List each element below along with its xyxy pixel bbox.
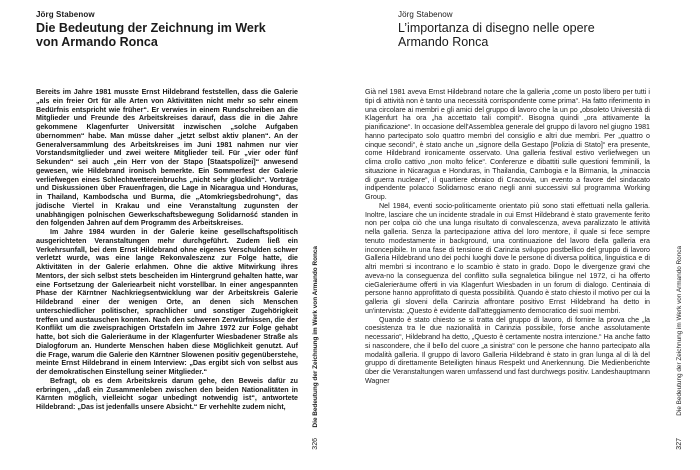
paragraph-1: Bereits im Jahre 1981 musste Ernst Hildebrand feststellen, dass die Galerie „als ein freier Ort für alle Arten von Aktivitäten nicht mehr so sehr einem Bedürfnis entspricht wie früher“. Er verwies in einem Rundschreiben an die Mitglieder und Freunde des Arbeitskreises darauf, dass die in die Jahre gekommene Klagenfurter Universität inzwischen „solche Aufgaben übernommen“ habe. Man müsse daher „jetzt selbst aktiv planen“. An der Generalversammlung des Arbeitskreises im Juni 1981 nahmen nur vier Vorstandsmitglieder und zwei weitere Mitglieder teil. Für „vier oder fünf Sekunden“ sei auch „ein Herr von der Stapo [Staatspolizei]“ anwesend gewesen, wie Hildebrand ironisch bemerkte. Ein Sommerfest der Galerie verliefwegen eines Schlechtwettereinbruchs „nicht sehr glücklich“. Vorträge und Diskussionen über Frauenfragen, die Lage in Nicaragua und Honduras, in Thailand, Kambodscha und Burma, die „Atomkriegsbedrohung“, das jüdische Viertel in Krakau und eine Veranstaltung zugunsten der unabhängigen polnischen Gewerkschaftsbewegung Solidarność standen in den folgenden Jahren auf dem Programm des Arbeitskreises. xyxy=(36,88,298,228)
page-number: 326 xyxy=(312,438,319,450)
title-line-1: Die Bedeutung der Zeichnung im Werk xyxy=(36,21,266,35)
author-name: Jörg Stabenow xyxy=(36,10,95,19)
title-line-2: von Armando Ronca xyxy=(36,35,158,49)
paragraph-2: Nel 1984, eventi socio-politicamente orientato più sono stati effettuati nella galleria. Inoltre, lasciare che un incidente stradale in cui Ernst Hildebrand è stato gravemente ferito non per colpa ciò che una lunga risultato di convalescenza, aveva paralizzato le attività nella galleria. Senza la partecipazione attiva del loro mentore, il quale si fece sempre tenuto modestamente in background, una continuazione del lavoro della galleria era inconcepibile. In una fase di tensione di Carinzia sviluppo postbellico del gruppo di lavoro Galleria Hildebrand uno dei pochi luoghi dove le persone di diversa politica, linguistica e di altri membri si incontrano e lo scambio è stato in grado. Dopo le divergenze gravi che aveva-no la conseguenza del conflitto sulla segnaletica bilingue nel 1972, ci ha offerto cieGalerieräume offerti in via Klagenfurt Wiesbaden in un forum di dialogo. Centinaia di persone hanno approfittato di questa possibilità. Quando è stato chiesto il motivo per cui la galleria gli sloveni della Carinzia affrontare positivo Ernst Hildebrand ha detto in un'intervista: „Questo è evidente dall'atteggiamento democratico dei suoi membri. xyxy=(365,201,650,315)
paragraph-3: Befragt, ob es dem Arbeitskreis darum gehe, den Beweis dafür zu erbringen, „daß ein Zusammenleben zwischen den beiden Nationalitäten in Kärnten möglich, vielleicht sogar unbedingt notwendig ist“, antwortete Hildebrand: „Das ist jedenfalls unsere Absicht.“ Er verhehlte zudem nicht, xyxy=(36,376,298,411)
title-line-2: Armando Ronca xyxy=(398,35,489,49)
page-number: 327 xyxy=(676,438,683,450)
paragraph-3: Quando è stato chiesto se si tratta del gruppo di lavoro, di fornire la prova che „la coesistenza tra le due nazionalità in Carinzia possibile, forse anche assolutamente necessario“, Hildebrand ha detto, „Questo è certamente nostra intenzione.“ Ha anche fatto si nascondere, che il bello del cuore „a sinistra“ con le persone che hanno partecipato alla modalità galleria. Il gruppo di lavoro Galleria Hildebrand è stato in gran lunga al di là del gruppo di direttamente Beteiligten hinaus Respekt und Anerkennung. Die Medienberichte über die Veranstaltungen waren umfassend und fast durchwegs positiv. Landeshauptmann Wagner xyxy=(365,315,650,385)
author-name: Jörg Stabenow xyxy=(398,10,453,19)
body-text xyxy=(365,88,650,386)
title-line-1: L’importanza di disegno nelle opere xyxy=(398,21,595,35)
page-title xyxy=(36,21,266,49)
running-head: Die Bedeutung der Zeichnung im Werk von Armando Ronca xyxy=(312,246,319,428)
paragraph-2: Im Jahre 1984 wurden in der Galerie keine gesellschaftspolitisch ausgerichteten Veranstaltungen mehr durchgeführt. Zudem ließ ein Verkehrsunfall, bei dem Ernst Hildebrand ohne eigenes Verschulden schwer verletzt wurde, was eine lange Rekonvaleszenz zur Folge hatte, die Aktivitäten in der Galerie erlahmen. Ohne die aktive Mitwirkung ihres Mentors, der sich selbst stets bescheiden im Hintergrund gehalten hatte, war eine Fortsetzung der Galeriearbeit nicht vorstellbar. In einer angespannten Phase der Kärntner Nachkriegsentwicklung war der Arbeitskreis Galerie Hildebrand einer der wenigen Orte, an denen sich Menschen unterschiedlicher politischer, sprachlicher und sonstiger Zugehörigkeit treffen und austauschen konnten. Nach den schweren Zerwürfnissen, die der Konflikt um die zweisprachigen Ortstafeln im Jahre 1972 zur Folge gehabt hatte, bot sich die Galerieräume in der Klagenfurter Wiesbadener Straße als Dialogforum an. Hunderte Menschen haben diese Möglichkeit genutzt. Auf die Frage, warum die Galerie den Kärntner Slowenen positiv gegenüberstehe, meinte Ernst Hildebrand in einem Interview: „Das ergibt sich von selbst aus der demokratischen Einstellung seiner Mitglieder.“ xyxy=(36,228,298,376)
body-text xyxy=(36,88,298,412)
right-page xyxy=(350,0,700,470)
running-head: Die Bedeutung der Zeichnung im Werk von Armando Ronca xyxy=(676,246,683,416)
paragraph-1: Già nel 1981 aveva Ernst Hildebrand notare che la galleria „come un posto libero per tutti i tipi di attività non è tanto una necessità corrispondente come prima“. Ha fatto riferimento in una circolare ai membri e gli amici del gruppo di lavoro che la un po „obsoleto Università di Klagenfurt ha ora „ha accettato tali compiti“. Bisogna quindi „ora attivamente la pianificazione“. In occasione dell'Assemblea generale del gruppo di lavoro nel giugno 1981 hanno partecipato solo quattro membri del consiglio e altri due membri. Per „quattro o cinque secondi“, è stato anche un „signore della Gestapo [Polizia di Stato]“ era presente, come Hildebrand ironicamente osservato. Una galleria festival estivo verliefwegen un clima crollo cattivo „non molto felice“. Conferenze e dibattiti sulle questioni femminili, la situazione in Nicaragua e Honduras, in Thailandia, Cambogia e la Birmania, la „minaccia di guerra nucleare“, il quartiere ebraico di Cracovia, un evento a favore del sindacato indipendente polacco Solidarnosc erano negli anni successivi sul programma Working Group. xyxy=(365,88,650,201)
page-title xyxy=(398,21,595,49)
